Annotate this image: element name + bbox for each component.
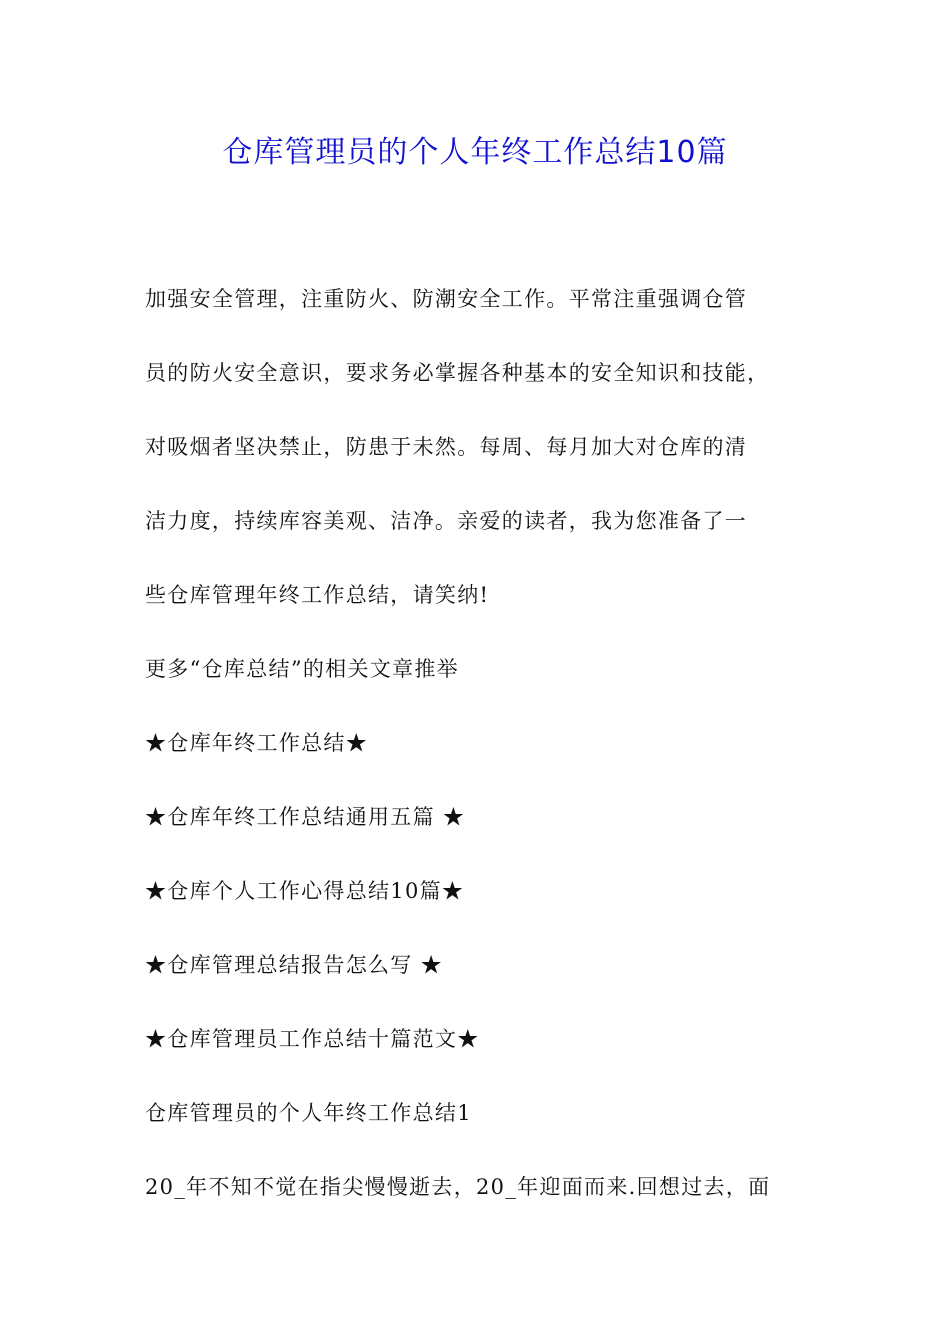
intro-line-3: 对吸烟者坚决禁止，防患于未然。每周、每月加大对仓库的清 [145, 435, 748, 459]
section-first-line: 20_年不知不觉在指尖慢慢逝去，20_年迎面而来.回想过去，面 [145, 1175, 771, 1199]
related-link-2[interactable]: ★仓库年终工作总结通用五篇 ★ [145, 805, 466, 829]
document-title: 仓库管理员的个人年终工作总结10篇 [222, 135, 728, 170]
intro-line-5: 些仓库管理年终工作总结，请笑纳! [145, 583, 490, 607]
section-heading: 仓库管理员的个人年终工作总结1 [145, 1101, 472, 1125]
document-body [145, 262, 810, 1224]
related-link-3[interactable]: ★仓库个人工作心得总结10篇★ [145, 879, 465, 903]
related-link-5[interactable]: ★仓库管理员工作总结十篇范文★ [145, 1027, 480, 1051]
intro-line-1: 加强安全管理，注重防火、防潮安全工作。平常注重强调仓管 [145, 287, 748, 311]
related-link-4[interactable]: ★仓库管理总结报告怎么写 ★ [145, 953, 443, 977]
related-articles-heading: 更多“仓库总结”的相关文章推举 [145, 657, 459, 681]
related-link-1[interactable]: ★仓库年终工作总结★ [145, 731, 368, 755]
intro-line-2: 员的防火安全意识，要求务必掌握各种基本的安全知识和技能， [145, 361, 770, 385]
intro-line-4: 洁力度，持续库容美观、洁净。亲爱的读者，我为您准备了一 [145, 509, 748, 533]
